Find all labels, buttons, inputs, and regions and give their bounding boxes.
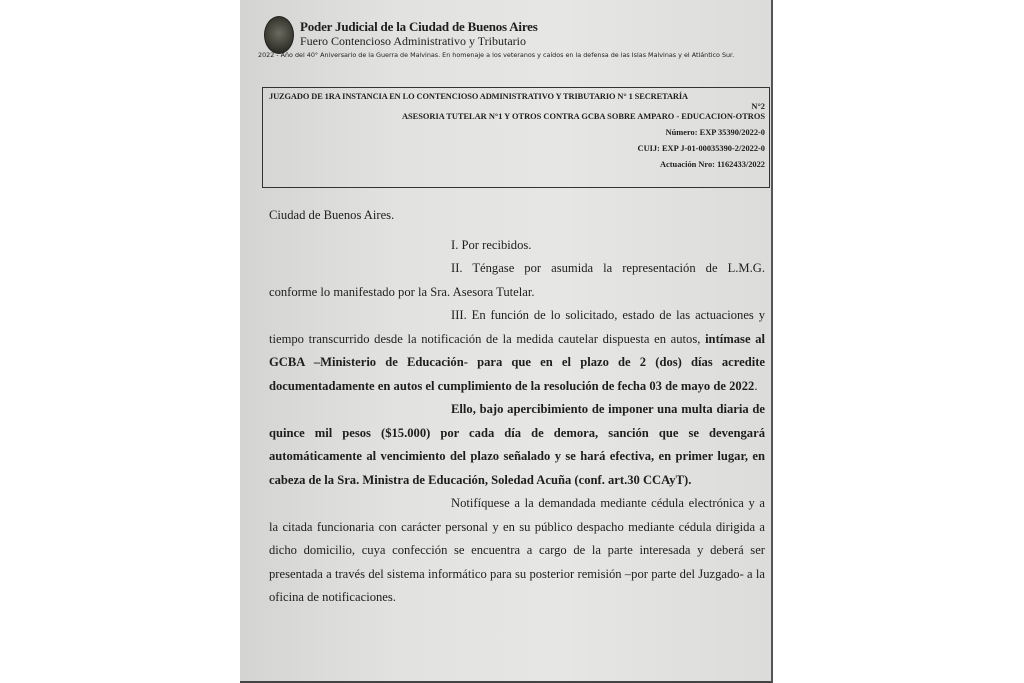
commemoration-note: 2022 - Año del 40° Aniversario de la Guerra de Malvinas. En homenaje a los veteranos y caídos en la defensa de las Islas Malvinas y el Atlántico Sur. [258, 51, 735, 59]
case-cuij: CUIJ: EXP J-01-00035390-2/2022-0 [637, 144, 765, 153]
paragraph-3-end: . [754, 378, 758, 393]
court-seal-logo [264, 16, 294, 54]
paragraph-1: I. Por recibidos. [451, 237, 532, 252]
paragraph-3-bold: intímase al GCBA –Ministerio de Educación- para que en el plazo de 2 (dos) días acredite documentadamente en autos el cumplimiento de la resolución de fecha 03 de mayo de 2022 [269, 331, 765, 393]
paragraph-5: Notifíquese a la demandada mediante cédula electrónica y a la citada funcionaria con carácter personal y en su público despacho mediante cédula dirigida a dicho domicilio, cuya confección se encuentra a cargo de la parte interesada y deberá ser presentada a través del sistema informático para su posterior remisión –por parte del Juzgado- a la oficina de notificaciones. [269, 496, 765, 604]
actuacion-number: Actuación Nro: 1162433/2022 [660, 160, 765, 169]
paragraph-4: Ello, bajo apercibimiento de imponer una multa diaria de quince mil pesos ($15.000) por cada día de demora, sanción que se devengará automáticamente al vencimiento del plazo señalado y se hará efectiva, en primer lugar, en cabeza de la Sra. Ministra de Educación, Soledad Acuña (conf. art.30 CCAyT). [269, 402, 765, 487]
paragraph-3 [269, 304, 765, 398]
case-number: Número: EXP 35390/2022-0 [665, 128, 765, 137]
case-caption: ASESORIA TUTELAR N°1 Y OTROS CONTRA GCBA SOBRE AMPARO - EDUCACION-OTROS [401, 112, 765, 121]
resolution-body [269, 204, 765, 610]
paragraph-2: II. Téngase por asumida la representación de L.M.G. conforme lo manifestado por la Sra. Asesora Tutelar. [269, 261, 765, 299]
city-line: Ciudad de Buenos Aires. [269, 208, 395, 222]
paragraph-3-plain: III. En función de lo solicitado, estado de las actuaciones y tiempo transcurrido desde la notificación de la medida cautelar dispuesta en autos, [269, 308, 765, 346]
court-name: JUZGADO DE 1RA INSTANCIA EN LO CONTENCIOSO ADMINISTRATIVO Y TRIBUTARIO N° 1 SECRETARÍA [269, 92, 688, 101]
case-info-box [262, 87, 770, 188]
institution-subtitle: Fuero Contencioso Administrativo y Tributario [300, 34, 527, 48]
secretaria-number: N°2 [751, 102, 765, 111]
document-photo [240, 0, 773, 683]
institution-title: Poder Judicial de la Ciudad de Buenos Aires [300, 19, 538, 34]
